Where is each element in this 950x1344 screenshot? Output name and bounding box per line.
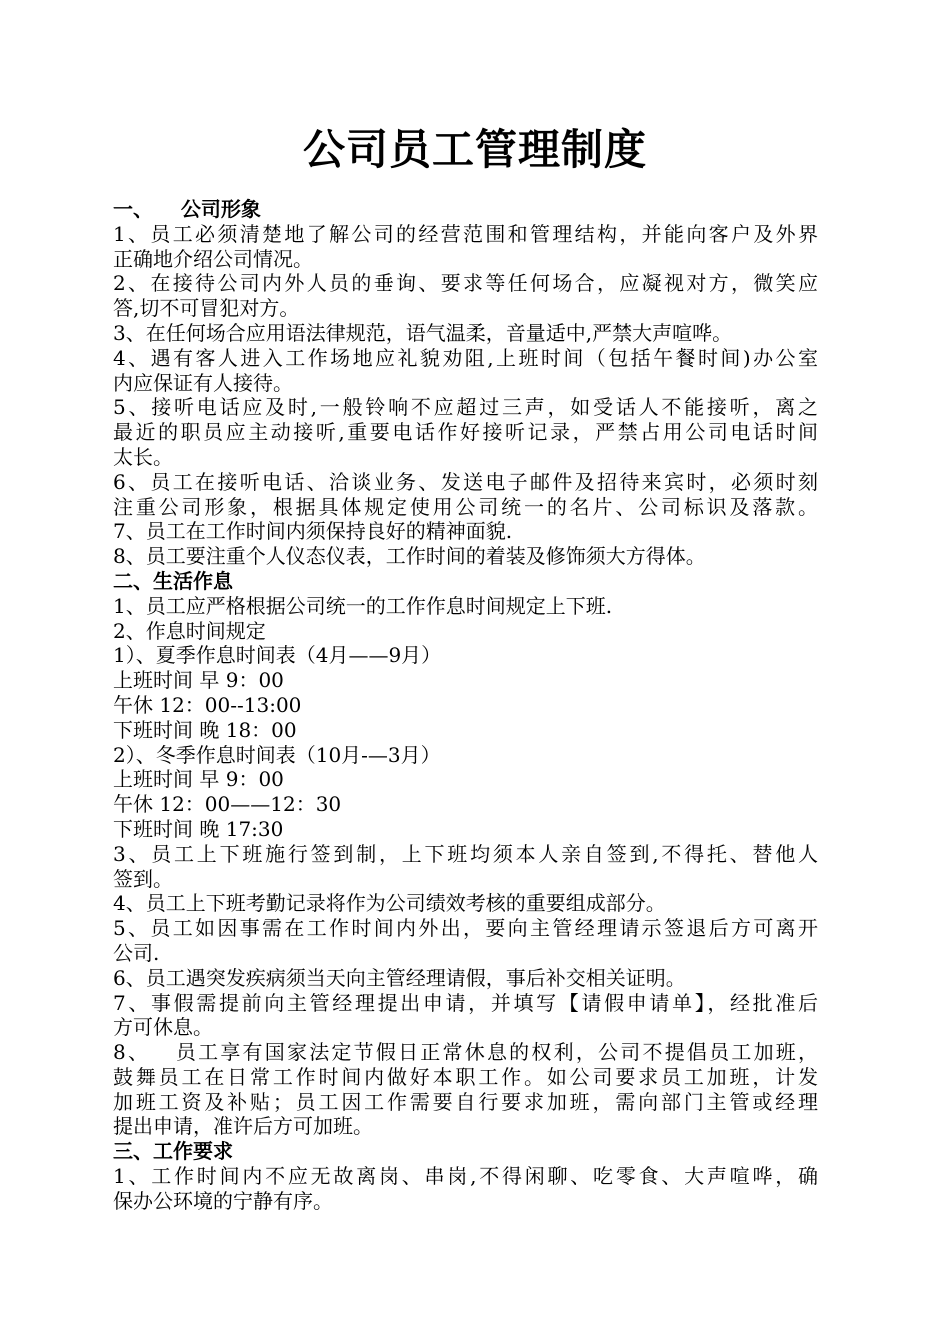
body-text-line: 5、员工如因事需在工作时间内外出，要向主管经理请示签退后方可离开 bbox=[113, 916, 818, 941]
body-text-line: 3、在任何场合应用语法律规范，语气温柔，音量适中,严禁大声喧哗。 bbox=[113, 320, 733, 345]
document-body bbox=[113, 197, 818, 1214]
body-text-line: 1）、夏季作息时间表（4月——9月） bbox=[113, 643, 442, 668]
body-text-line: 太长。 bbox=[113, 444, 173, 469]
body-text-line: 8、员工要注重个人仪态仪表，工作时间的着装及修饰须大方得体。 bbox=[113, 544, 706, 569]
body-text-line: 下班时间 晚 17:30 bbox=[113, 816, 284, 841]
section-heading: 二、生活作息 bbox=[113, 568, 233, 593]
body-text-line: 3、员工上下班施行签到制，上下班均须本人亲自签到,不得托、替他人 bbox=[113, 841, 818, 866]
body-text-line: 5、接听电话应及时,一般铃响不应超过三声，如受话人不能接听，离之 bbox=[113, 395, 818, 420]
body-text-line: 正确地介绍公司情况。 bbox=[113, 246, 313, 271]
body-text-line: 4、遇有客人进入工作场地应礼貌劝阻,上班时间（包括午餐时间)办公室 bbox=[113, 345, 818, 370]
body-text-line: 方可休息。 bbox=[113, 1015, 213, 1040]
body-text-line: 提出申请，准许后方可加班。 bbox=[113, 1114, 373, 1139]
body-text-line: 2）、冬季作息时间表（10月-—3月） bbox=[113, 742, 441, 767]
body-text-line: 内应保证有人接待。 bbox=[113, 370, 293, 395]
body-text-line: 上班时间 早 9：00 bbox=[113, 767, 284, 792]
body-text-line: 鼓舞员工在日常工作时间内做好本职工作。如公司要求员工加班，计发 bbox=[113, 1064, 818, 1089]
section-heading: 一、 公司形象 bbox=[113, 197, 261, 221]
body-text-line: 1、员工必须清楚地了解公司的经营范围和管理结构，并能向客户及外界 bbox=[113, 221, 818, 246]
document-title: 公司员工管理制度 bbox=[302, 125, 647, 174]
body-text-line: 签到。 bbox=[113, 866, 173, 891]
body-text-line: 1、员工应严格根据公司统一的工作作息时间规定上下班. bbox=[113, 593, 613, 618]
body-text-line: 最近的职员应主动接听,重要电话作好接听记录，严禁占用公司电话时间 bbox=[113, 420, 818, 445]
body-text-line: 保办公环境的宁静有序。 bbox=[113, 1188, 333, 1213]
body-text-line: 公司. bbox=[113, 940, 160, 965]
body-text-line: 7、员工在工作时间内须保持良好的精神面貌. bbox=[113, 519, 513, 544]
body-text-line: 2、作息时间规定 bbox=[113, 618, 266, 643]
body-text-line: 午休 12：00——12：30 bbox=[113, 792, 342, 817]
body-text-line: 加班工资及补贴；员工因工作需要自行要求加班，需向部门主管或经理 bbox=[113, 1089, 818, 1114]
body-text-line: 8、 员工享有国家法定节假日正常休息的权利，公司不提倡员工加班， bbox=[113, 1040, 818, 1065]
body-text-line: 6、员工遇突发疾病须当天向主管经理请假，事后补交相关证明。 bbox=[113, 965, 686, 990]
body-text-line: 注重公司形象，根据具体规定使用公司统一的名片、公司标识及落款。 bbox=[113, 494, 818, 519]
body-text-line: 下班时间 晚 18：00 bbox=[113, 717, 297, 742]
body-text-line: 午休 12：00--13:00 bbox=[113, 692, 302, 717]
body-text-line: 答,切不可冒犯对方。 bbox=[113, 296, 300, 321]
body-text-line: 4、员工上下班考勤记录将作为公司绩效考核的重要组成部分。 bbox=[113, 891, 666, 916]
body-text-line: 7、事假需提前向主管经理提出申请，并填写【请假申请单】，经批准后 bbox=[113, 990, 818, 1015]
body-text-line: 2、在接待公司内外人员的垂询、要求等任何场合，应凝视对方，微笑应 bbox=[113, 271, 818, 296]
body-text-line: 6、员工在接听电话、洽谈业务、发送电子邮件及招待来宾时，必须时刻 bbox=[113, 469, 818, 494]
body-text-line: 上班时间 早 9：00 bbox=[113, 668, 284, 693]
section-heading: 三、工作要求 bbox=[113, 1139, 233, 1164]
body-text-line: 1、工作时间内不应无故离岗、串岗,不得闲聊、吃零食、大声喧哗，确 bbox=[113, 1164, 818, 1189]
